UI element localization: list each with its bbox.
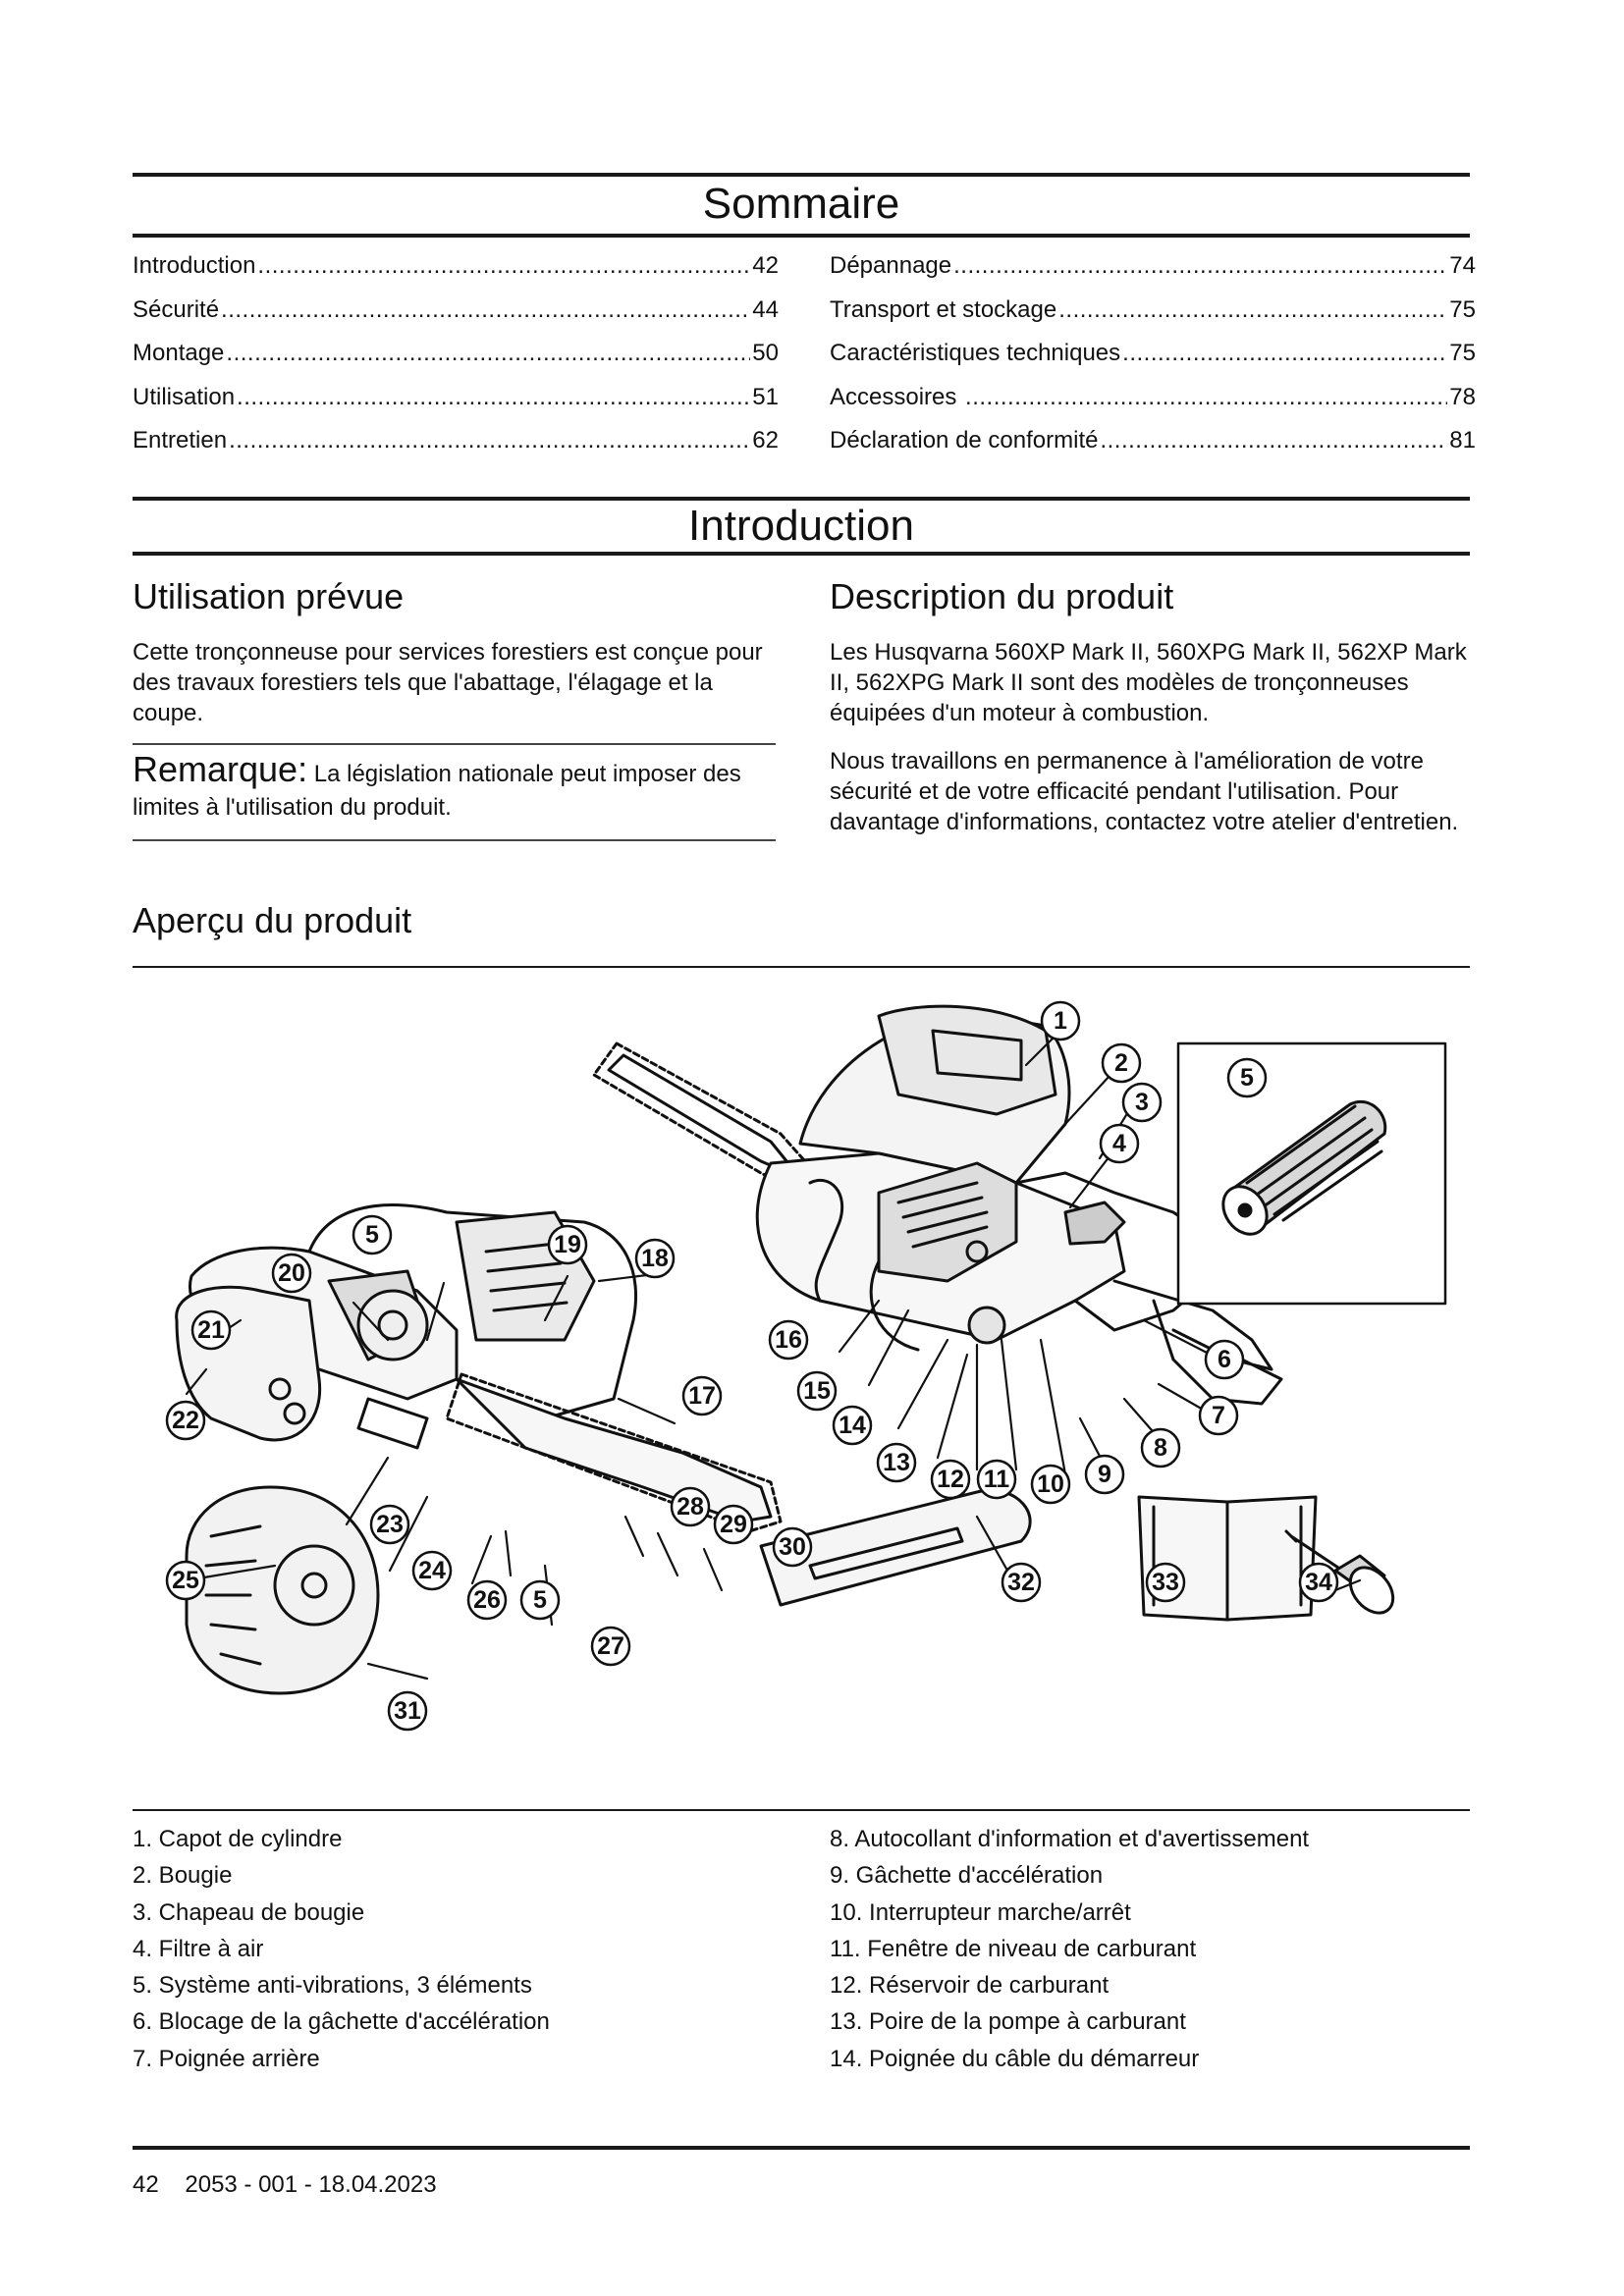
svg-text:29: 29	[720, 1511, 747, 1538]
legend-item: 4. Filtre à air	[133, 1935, 264, 1962]
note	[133, 749, 776, 825]
legend-item: 12. Réservoir de carburant	[830, 1972, 1110, 2000]
divider	[133, 1809, 1470, 1811]
callout-18	[636, 1240, 674, 1277]
callout-30	[774, 1528, 811, 1566]
toc-entry[interactable]	[133, 339, 779, 383]
legend-item: 5. Système anti-vibrations, 3 éléments	[133, 1972, 532, 2000]
svg-text:2: 2	[1114, 1049, 1128, 1077]
intended-use-text: Cette tronçonneuse pour services forestiers est conçue pour des travaux forestiers tels que l'abattage, l'élagage et la coupe.	[133, 639, 763, 726]
divider	[133, 234, 1470, 238]
note-rule-top	[133, 743, 776, 745]
svg-text:12: 12	[937, 1466, 964, 1493]
svg-text:34: 34	[1305, 1569, 1332, 1596]
legend-item: 6. Blocage de la gâchette d'accélération	[133, 2008, 550, 2036]
callout-9	[1086, 1456, 1123, 1493]
intended-use-heading: Utilisation prévue	[133, 576, 405, 616]
toc-page: 50	[752, 340, 779, 366]
toc-entry[interactable]	[133, 426, 779, 470]
svg-text:17: 17	[688, 1382, 716, 1410]
svg-text:23: 23	[376, 1511, 404, 1538]
overview-heading: Aperçu du produit	[133, 900, 412, 940]
legend-item: 7. Poignée arrière	[133, 2045, 320, 2072]
svg-text:25: 25	[172, 1567, 199, 1594]
legend-item: 11. Fenêtre de niveau de carburant	[830, 1935, 1197, 1962]
svg-text:5: 5	[1240, 1064, 1254, 1092]
callout-29	[715, 1506, 752, 1543]
toc-entry[interactable]	[830, 339, 1476, 383]
svg-text:24: 24	[418, 1557, 446, 1584]
note-box	[133, 743, 776, 841]
callout-26	[468, 1581, 506, 1619]
legend-column-right	[830, 1821, 1309, 2077]
legend-item: 9. Gâchette d'accélération	[830, 1862, 1104, 1890]
svg-text:19: 19	[554, 1231, 581, 1258]
toc-page: 42	[752, 252, 779, 279]
divider	[133, 966, 1470, 968]
svg-text:18: 18	[641, 1245, 669, 1272]
toc-entry[interactable]	[830, 295, 1476, 340]
callout-23	[371, 1506, 408, 1543]
toc-entry[interactable]	[133, 383, 779, 427]
toc-label: Entretien	[133, 427, 228, 454]
toc-page: 74	[1449, 252, 1476, 279]
svg-text:32: 32	[1007, 1569, 1035, 1596]
description-paragraph: Nous travaillons en permanence à l'amélioration de votre sécurité et de votre efficacité pendant l'utilisation. Pour davantage d'informations, contactez votre atelier d'entretien.	[830, 748, 1459, 835]
callout-15	[798, 1372, 836, 1410]
callout-27	[592, 1628, 629, 1665]
toc-page: 62	[752, 427, 779, 454]
svg-text:6: 6	[1218, 1346, 1231, 1373]
toc-entry[interactable]	[133, 295, 779, 340]
callout-8	[1142, 1429, 1179, 1467]
toc-entry[interactable]	[830, 426, 1476, 470]
callout-17	[683, 1377, 721, 1415]
callout-14	[834, 1407, 871, 1444]
callout-7	[1200, 1397, 1237, 1434]
toc-page: 51	[752, 383, 779, 410]
legend-item: 8. Autocollant d'information et d'avertissement	[830, 1826, 1310, 1852]
page-footer: 42 2053 - 001 - 18.04.2023	[133, 2171, 437, 2198]
footer-divider	[133, 2146, 1470, 2150]
description-paragraph: Les Husqvarna 560XP Mark II, 560XPG Mark II, 562XP Mark II, 562XPG Mark II sont des modèles de tronçonneuses équipées d'un moteur à combustion.	[830, 639, 1467, 726]
note-label: Remarque:	[133, 749, 308, 789]
svg-text:27: 27	[597, 1632, 624, 1660]
callout-1	[1042, 1002, 1079, 1040]
toc-label: Introduction	[133, 252, 256, 279]
toc-label: Dépannage	[830, 252, 952, 279]
toc-column-right	[830, 251, 1476, 470]
toc-label: Transport et stockage	[830, 295, 1057, 323]
callout-20	[273, 1255, 310, 1292]
callout-33	[1147, 1564, 1184, 1601]
legend-item: 13. Poire de la pompe à carburant	[830, 2008, 1186, 2036]
toc-column-left	[133, 251, 779, 470]
callout-31	[389, 1692, 426, 1730]
legend-item: 14. Poignée du câble du démarreur	[830, 2045, 1200, 2072]
callout-5-lower	[521, 1581, 559, 1619]
callout-16	[770, 1321, 807, 1359]
svg-text:10: 10	[1037, 1470, 1064, 1498]
callout-4	[1101, 1125, 1138, 1162]
toc-label: Sécurité	[133, 295, 220, 323]
svg-text:5: 5	[533, 1586, 547, 1614]
svg-text:1: 1	[1054, 1007, 1067, 1035]
callout-25	[167, 1562, 204, 1599]
svg-text:33: 33	[1152, 1569, 1179, 1596]
toc-label: Montage	[133, 340, 225, 366]
product-overview-illustration	[133, 987, 1470, 1801]
toc-page: 81	[1449, 427, 1476, 454]
toc-entry[interactable]	[133, 251, 779, 295]
svg-text:26: 26	[473, 1586, 501, 1614]
svg-text:4: 4	[1112, 1130, 1126, 1157]
svg-text:28: 28	[677, 1493, 704, 1521]
introduction-title: Introduction	[688, 502, 914, 550]
svg-text:16: 16	[775, 1326, 802, 1354]
callout-28	[672, 1488, 709, 1525]
callout-19	[549, 1226, 586, 1263]
legend-item: 3. Chapeau de bougie	[133, 1898, 365, 1926]
callout-10	[1032, 1466, 1069, 1503]
callout-24	[413, 1552, 451, 1589]
svg-text:11: 11	[983, 1466, 1010, 1493]
callout-3	[1123, 1084, 1161, 1121]
toc-label: Déclaration de conformité	[830, 427, 1099, 454]
callout-32	[1002, 1564, 1040, 1601]
table-of-contents	[133, 251, 1476, 467]
svg-text:15: 15	[803, 1377, 831, 1405]
callout-6	[1206, 1341, 1243, 1378]
toc-label: Caractéristiques techniques	[830, 340, 1121, 366]
callout-2	[1103, 1044, 1140, 1082]
legend-item: 10. Interrupteur marche/arrêt	[830, 1898, 1131, 1926]
divider	[133, 552, 1470, 556]
note-text: La législation nationale peut imposer des limites à l'utilisation du produit.	[133, 761, 741, 821]
legend-item: 1. Capot de cylindre	[133, 1826, 343, 1852]
toc-page: 78	[1449, 383, 1476, 410]
toc-label: Accessoires	[830, 383, 964, 410]
callout-22	[167, 1402, 204, 1439]
svg-text:13: 13	[883, 1449, 910, 1476]
svg-text:22: 22	[172, 1407, 199, 1434]
legend-column-left	[133, 1821, 550, 2077]
callout-5-upper	[353, 1216, 391, 1254]
callout-11	[978, 1461, 1015, 1498]
callout-12	[932, 1461, 969, 1498]
callout-21	[192, 1311, 230, 1349]
toc-label: Utilisation	[133, 383, 236, 410]
svg-text:20: 20	[278, 1259, 305, 1287]
anti-vibration-inset	[1178, 1043, 1445, 1304]
svg-text:3: 3	[1135, 1089, 1149, 1116]
description-heading: Description du produit	[830, 576, 1174, 616]
manual-page	[133, 0, 1476, 2296]
svg-text:9: 9	[1098, 1461, 1111, 1488]
contents-title: Sommaire	[702, 180, 900, 228]
svg-text:30: 30	[779, 1533, 806, 1561]
toc-page: 75	[1449, 295, 1476, 323]
legend-item: 2. Bougie	[133, 1862, 233, 1890]
svg-text:31: 31	[394, 1697, 421, 1725]
toc-page: 75	[1449, 340, 1476, 366]
toc-entry[interactable]	[830, 383, 1476, 427]
svg-text:7: 7	[1212, 1402, 1225, 1429]
svg-text:8: 8	[1154, 1434, 1167, 1462]
callout-34	[1300, 1564, 1337, 1601]
callout-5-inset	[1228, 1059, 1266, 1096]
toc-page: 44	[752, 295, 779, 323]
svg-text:5: 5	[365, 1221, 379, 1249]
svg-text:21: 21	[197, 1316, 225, 1344]
note-rule-bottom	[133, 839, 776, 841]
svg-text:14: 14	[839, 1412, 866, 1439]
toc-entry[interactable]	[830, 251, 1476, 295]
divider	[133, 173, 1470, 177]
callout-13	[878, 1444, 915, 1481]
